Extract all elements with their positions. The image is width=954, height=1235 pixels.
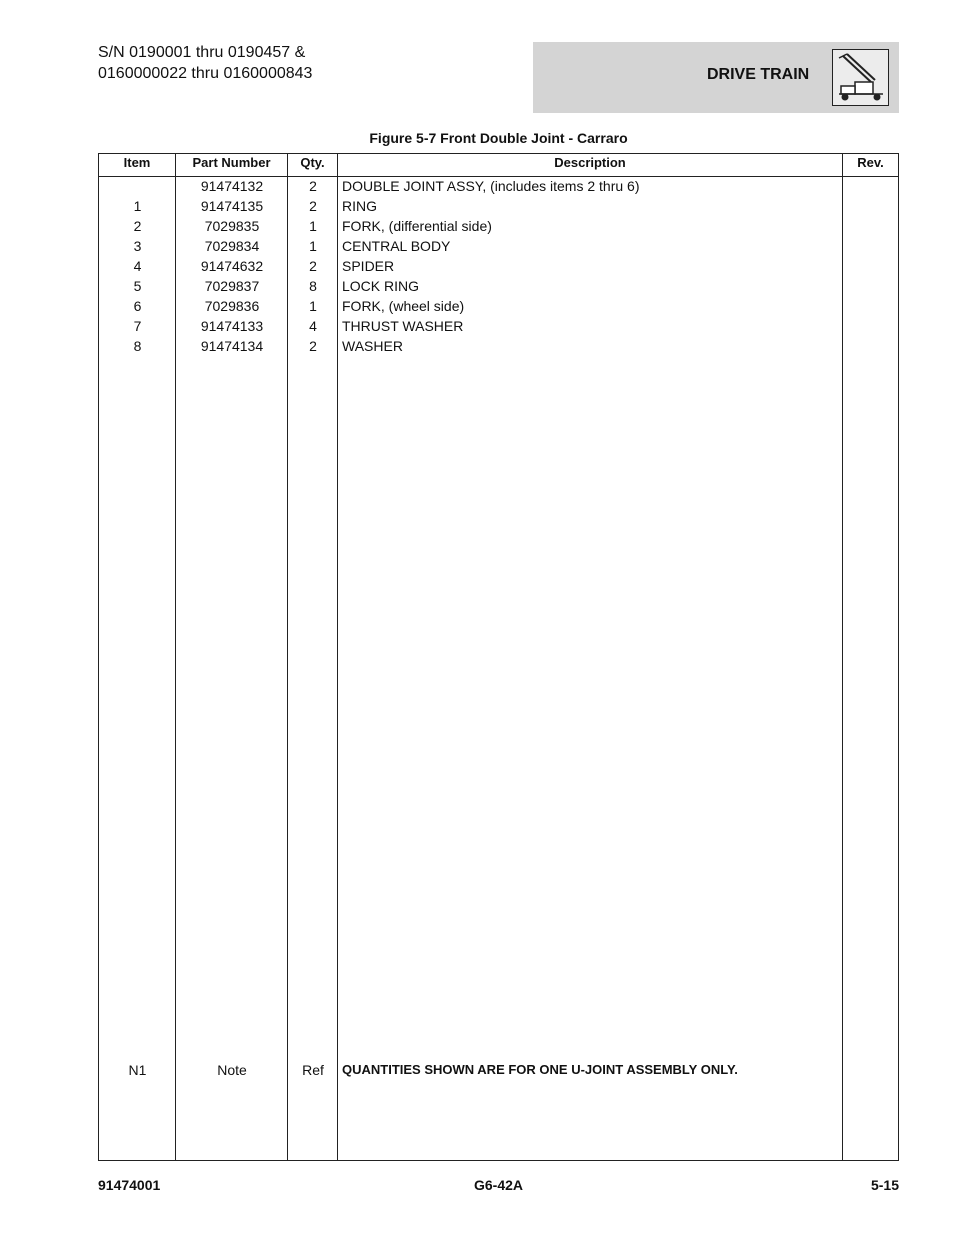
description-cell: THRUST WASHER (342, 318, 464, 334)
table-row (99, 316, 898, 336)
column-header-rev: Rev. (857, 155, 884, 170)
qty-cell: 1 (309, 218, 317, 234)
column-header-part-number: Part Number (192, 155, 271, 170)
table-row (99, 236, 898, 256)
item-cell: 5 (133, 278, 142, 294)
note-item-cell: N1 (128, 1062, 147, 1078)
parts-table (98, 153, 899, 1161)
part-number-cell: 91474132 (200, 178, 264, 194)
table-row (99, 196, 898, 216)
figure-title: Figure 5-7 Front Double Joint - Carraro (369, 130, 628, 146)
description-cell: FORK, (differential side) (342, 218, 492, 234)
item-cell: 2 (133, 218, 142, 234)
item-cell: 8 (133, 338, 142, 354)
drive-train-vehicle-icon (832, 49, 889, 106)
table-row (99, 216, 898, 236)
part-number-cell: 7029837 (204, 278, 260, 294)
section-title: DRIVE TRAIN (707, 66, 810, 83)
part-number-cell: 7029835 (204, 218, 260, 234)
part-number-cell: 91474632 (200, 258, 264, 274)
table-row (99, 296, 898, 316)
serial-line-1: S/N 0190001 thru 0190457 & (98, 44, 306, 61)
footer-page-number: 5-15 (870, 1177, 899, 1193)
item-cell: 6 (133, 298, 142, 314)
column-header-qty: Qty. (300, 155, 325, 170)
item-cell: 1 (133, 198, 142, 214)
description-cell: DOUBLE JOINT ASSY, (includes items 2 thru 6) (342, 178, 640, 194)
qty-cell: 2 (309, 198, 317, 214)
note-description-cell: QUANTITIES SHOWN ARE FOR ONE U-JOINT ASSEMBLY ONLY. (342, 1062, 738, 1077)
table-row (99, 256, 898, 276)
description-cell: FORK, (wheel side) (342, 298, 465, 314)
part-number-cell: 91474135 (200, 198, 264, 214)
qty-cell: 2 (309, 338, 317, 354)
item-cell: 7 (133, 318, 142, 334)
table-row (99, 336, 898, 356)
qty-cell: 1 (309, 238, 317, 254)
description-cell: WASHER (342, 338, 403, 354)
serial-line-2: 0160000022 thru 0160000843 (98, 65, 313, 82)
qty-cell: 2 (309, 258, 317, 274)
item-cell: 3 (133, 238, 142, 254)
serial-number-range (98, 42, 312, 84)
qty-cell: 4 (309, 318, 317, 334)
description-cell: LOCK RING (342, 278, 420, 294)
section-header (533, 42, 899, 113)
column-header-description: Description (554, 155, 626, 170)
footer-manual-number: 91474001 (98, 1177, 161, 1193)
note-row (99, 1060, 898, 1080)
table-row (99, 176, 898, 196)
item-cell: 4 (133, 258, 142, 274)
footer-model: G6-42A (473, 1177, 524, 1193)
note-qty-cell: Ref (302, 1062, 324, 1078)
table-row (99, 276, 898, 296)
qty-cell: 8 (309, 278, 317, 294)
part-number-cell: 91474133 (200, 318, 264, 334)
part-number-cell: 7029836 (204, 298, 260, 314)
qty-cell: 1 (309, 298, 317, 314)
note-part-cell: Note (217, 1062, 247, 1078)
part-number-cell: 91474134 (200, 338, 264, 354)
column-header-item: Item (123, 155, 151, 170)
description-cell: RING (342, 198, 377, 214)
part-number-cell: 7029834 (204, 238, 260, 254)
qty-cell: 2 (309, 178, 317, 194)
description-cell: CENTRAL BODY (342, 238, 451, 254)
description-cell: SPIDER (342, 258, 395, 274)
